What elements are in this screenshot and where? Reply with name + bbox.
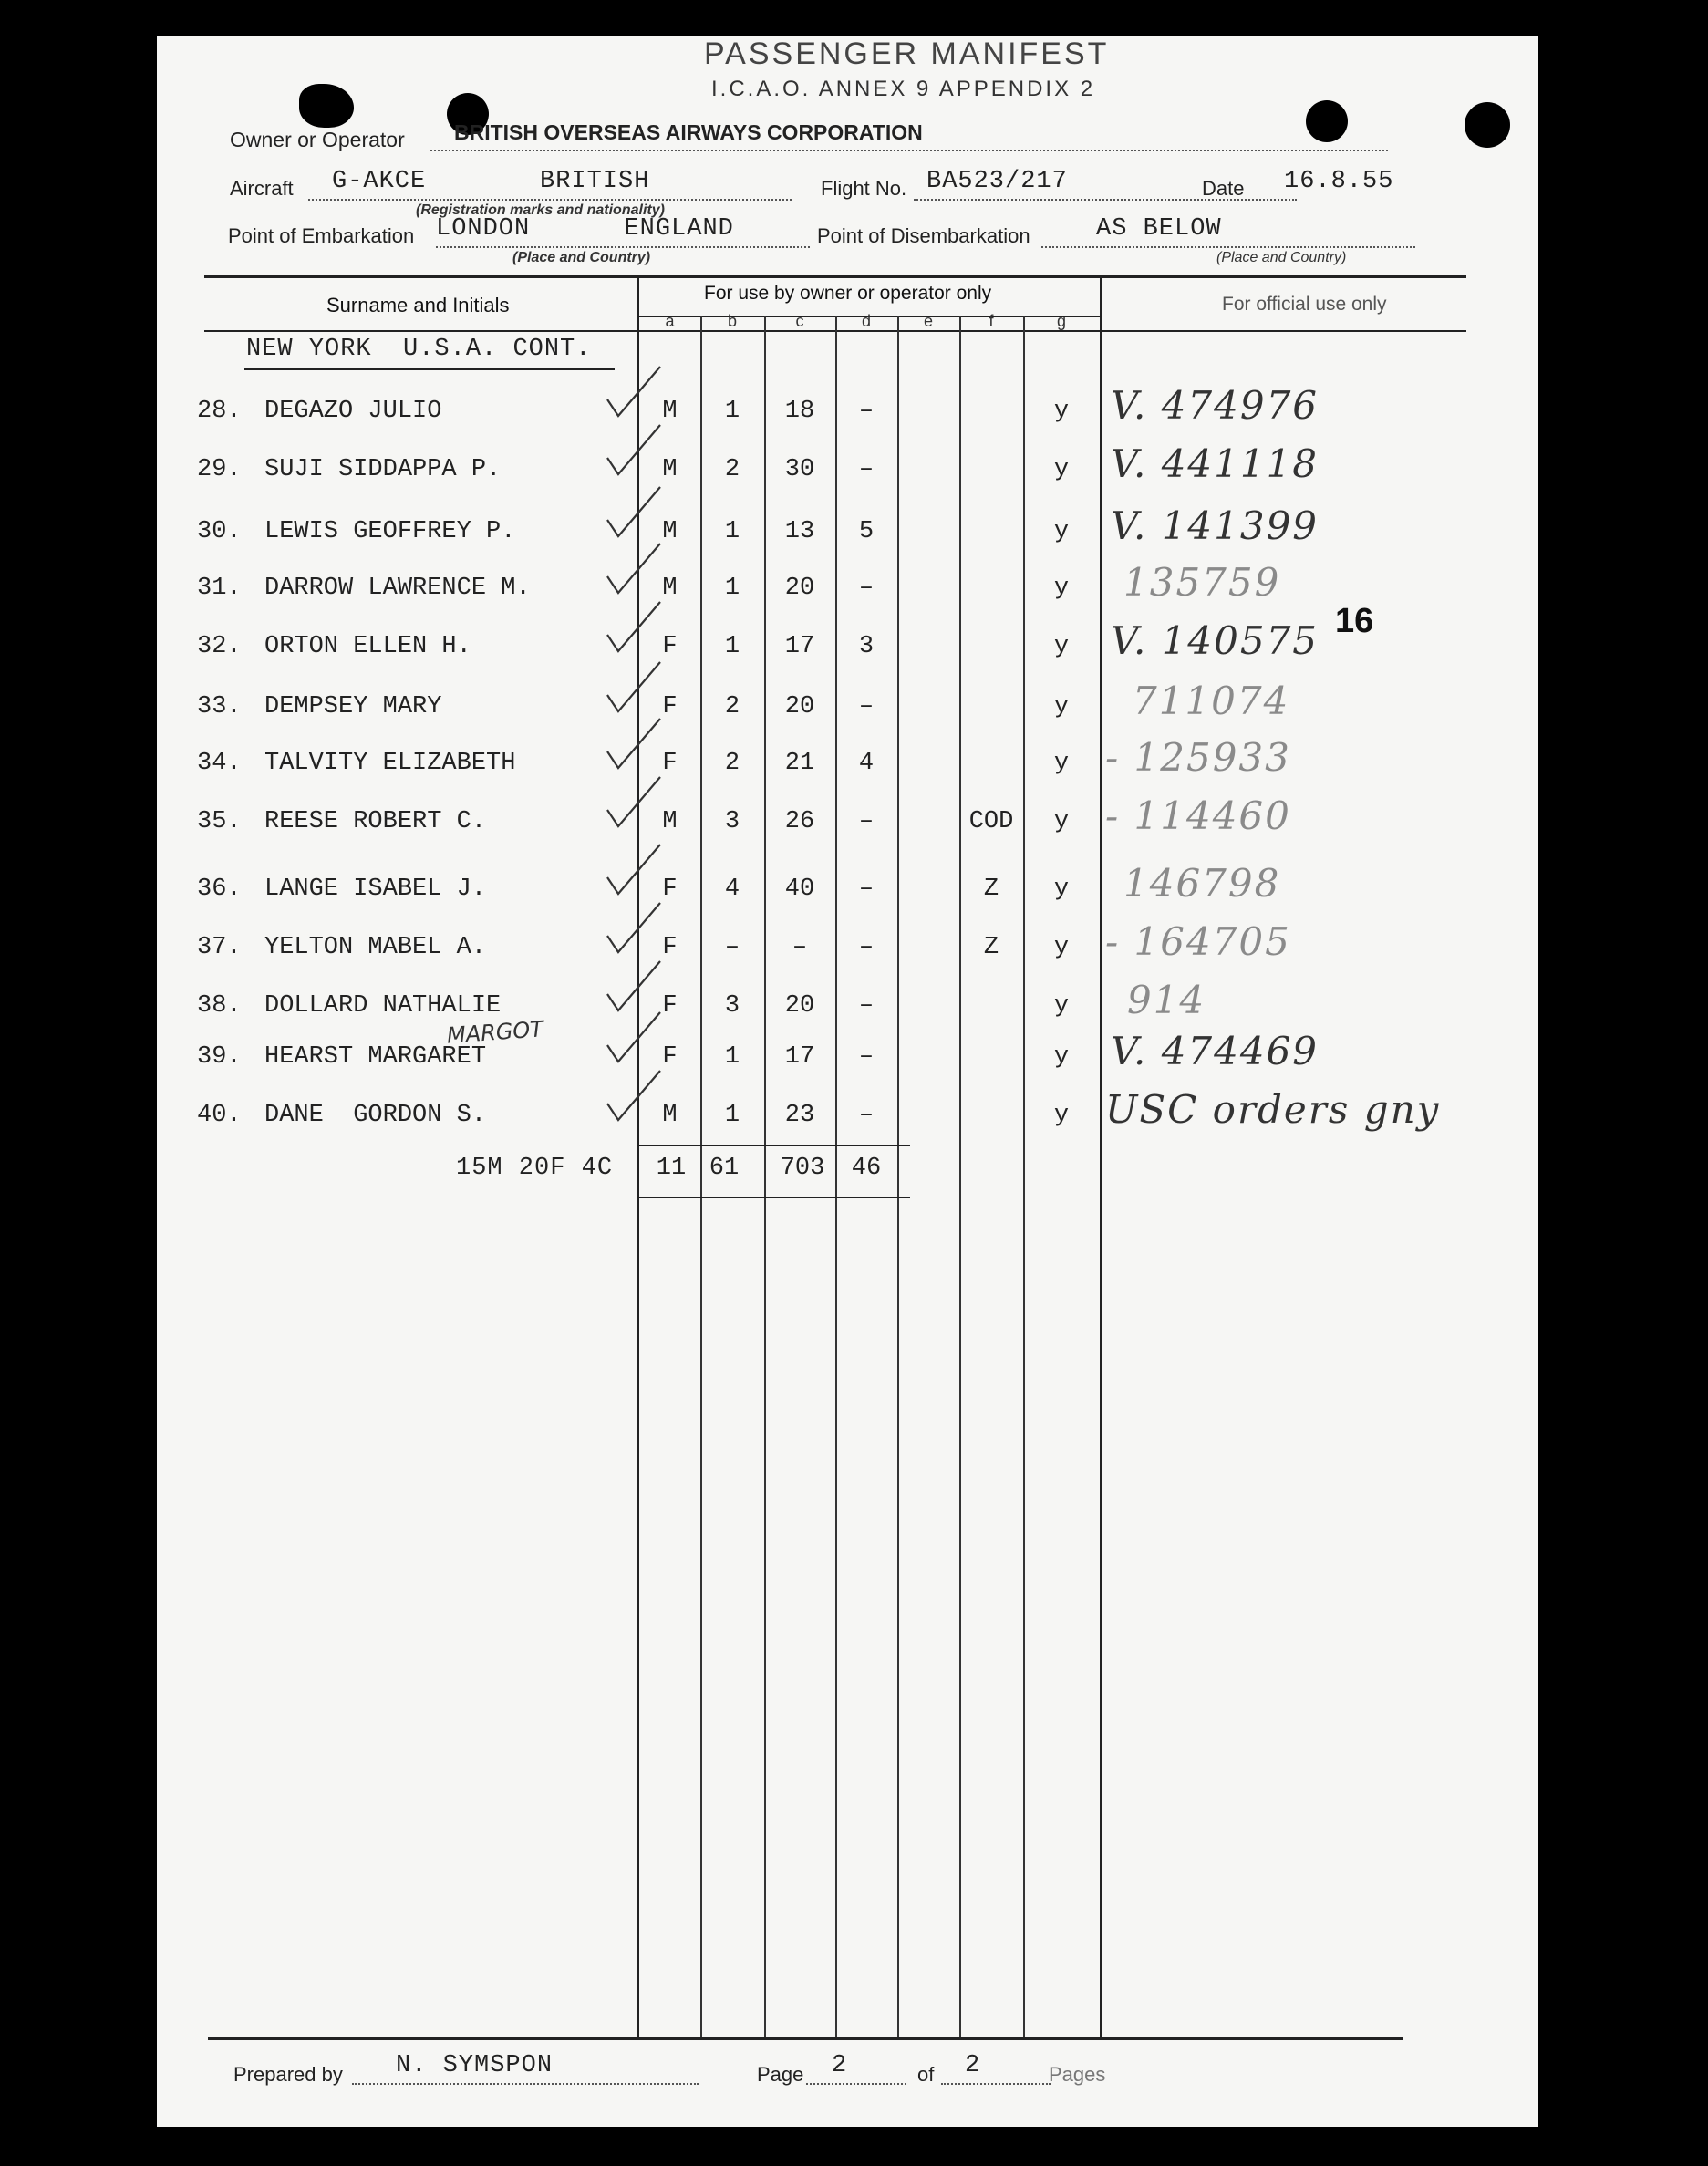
cell-g: y <box>1053 934 1070 961</box>
cell-g: y <box>1053 808 1070 835</box>
of-dotline <box>941 2083 1051 2085</box>
passenger-name: YELTON MABEL A. <box>264 934 487 961</box>
cell-g: y <box>1053 518 1070 545</box>
official-use-entry: V. 141399 <box>1111 503 1320 548</box>
official-use-entry: V. 140575 <box>1111 618 1320 663</box>
cell-c: – <box>792 934 808 961</box>
official-use-entry: V. 474976 <box>1111 383 1320 428</box>
cell-sex: F <box>662 1043 678 1071</box>
passenger-name: LEWIS GEOFFREY P. <box>264 518 516 545</box>
row-number: 29. <box>197 456 242 483</box>
cell-sex: M <box>662 1102 678 1129</box>
check-mark <box>602 657 666 720</box>
check-mark <box>602 596 666 660</box>
passenger-name: REESE ROBERT C. <box>264 808 487 835</box>
cell-b: 1 <box>724 1043 740 1071</box>
cell-c: 17 <box>784 633 815 660</box>
check-mark <box>602 839 666 903</box>
owner-value: BRITISH OVERSEAS AIRWAYS CORPORATION <box>454 120 923 144</box>
cell-sex: F <box>662 750 678 777</box>
totals-top-rule <box>637 1145 910 1146</box>
cell-f: Z <box>983 876 999 903</box>
cell-d: – <box>858 398 875 425</box>
cell-sex: F <box>662 992 678 1020</box>
row-number: 31. <box>197 575 242 602</box>
cell-g: y <box>1053 575 1070 602</box>
cell-c: 18 <box>784 398 815 425</box>
cell-b: 1 <box>724 575 740 602</box>
cell-b: 2 <box>724 750 740 777</box>
disembark-dotline <box>1041 246 1415 248</box>
date-value: 16.8.55 <box>1284 168 1394 195</box>
cell-g: y <box>1053 693 1070 720</box>
cell-b: 3 <box>724 992 740 1020</box>
ink-blot <box>299 84 354 128</box>
aircraft-dotline <box>308 199 792 201</box>
check-mark <box>602 713 666 777</box>
manifest-subtitle: I.C.A.O. ANNEX 9 APPENDIX 2 <box>711 77 1096 101</box>
flight-label: Flight No. <box>821 177 907 200</box>
prepared-dotline <box>352 2083 699 2085</box>
passenger-name: DEGAZO JULIO <box>264 398 442 425</box>
stamp-number: 16 <box>1335 602 1374 640</box>
cell-d: 5 <box>858 518 875 545</box>
prepared-value: N. SYMSPON <box>396 2052 554 2079</box>
cell-d: – <box>858 808 875 835</box>
disembark-value: AS BELOW <box>1096 215 1222 243</box>
cell-d: – <box>858 456 875 483</box>
check-mark <box>602 420 666 483</box>
disembark-label: Point of Disembarkation <box>817 224 1030 247</box>
cell-c: 20 <box>784 693 815 720</box>
cell-d: – <box>858 575 875 602</box>
page-value: 2 <box>832 2052 848 2079</box>
cell-g: y <box>1053 750 1070 777</box>
cell-g: y <box>1053 633 1070 660</box>
embark-label: Point of Embarkation <box>228 224 415 247</box>
aircraft-registration: G-AKCE <box>332 168 427 195</box>
footer-rule <box>208 2037 1403 2040</box>
owner-use-header: For use by owner or operator only <box>704 283 992 304</box>
row-number: 35. <box>197 808 242 835</box>
official-use-entry: V. 441118 <box>1111 441 1320 486</box>
date-label: Date <box>1202 177 1245 200</box>
cell-d: 4 <box>858 750 875 777</box>
totals-label: 15M 20F 4C <box>456 1155 614 1182</box>
section-heading: NEW YORK U.S.A. CONT. <box>246 336 592 363</box>
passenger-name: DOLLARD NATHALIE <box>264 992 502 1020</box>
check-mark <box>602 772 666 835</box>
cell-c: 40 <box>784 876 815 903</box>
row-number: 32. <box>197 633 242 660</box>
cell-d: – <box>858 992 875 1020</box>
cell-sex: M <box>662 398 678 425</box>
cell-c: 13 <box>784 518 815 545</box>
cell-c: 23 <box>784 1102 815 1129</box>
cell-b: 3 <box>724 808 740 835</box>
column-header-f: f <box>989 312 994 330</box>
passenger-name: DANE GORDON S. <box>264 1102 487 1129</box>
official-use-entry: USC orders gny <box>1105 1087 1441 1132</box>
passenger-name: DEMPSEY MARY <box>264 693 442 720</box>
disembark-note: (Place and Country) <box>1216 250 1347 265</box>
cell-b: 1 <box>724 633 740 660</box>
manifest-sheet <box>157 36 1538 2127</box>
cell-d: – <box>858 934 875 961</box>
cell-c: 30 <box>784 456 815 483</box>
cell-sex: F <box>662 934 678 961</box>
check-mark <box>602 482 666 545</box>
official-use-entry: - 114460 <box>1105 793 1291 838</box>
official-use-entry: 711074 <box>1133 679 1290 723</box>
passenger-name: LANGE ISABEL J. <box>264 876 487 903</box>
col-divider-official <box>1100 275 1102 2039</box>
cell-g: y <box>1053 1043 1070 1071</box>
official-use-entry: - 125933 <box>1105 735 1291 780</box>
cell-g: y <box>1053 398 1070 425</box>
passenger-name: TALVITY ELIZABETH <box>264 750 516 777</box>
cell-g: y <box>1053 456 1070 483</box>
row-number: 39. <box>197 1043 242 1071</box>
column-header-c: c <box>795 312 804 330</box>
prepared-label: Prepared by <box>233 2063 343 2086</box>
row-number: 30. <box>197 518 242 545</box>
section-underline <box>244 368 615 370</box>
punch-hole-edge <box>1465 102 1510 148</box>
of-label: of <box>917 2063 935 2086</box>
official-use-entry: 146798 <box>1123 861 1281 906</box>
row-number: 38. <box>197 992 242 1020</box>
total-c: 703 <box>780 1155 825 1182</box>
surname-header: Surname and Initials <box>326 294 510 316</box>
margot-note: MARGOT <box>446 1016 544 1049</box>
check-mark <box>602 538 666 602</box>
row-number: 36. <box>197 876 242 903</box>
table-top-rule <box>204 275 1466 278</box>
total-b: 61 <box>709 1155 740 1182</box>
cell-c: 21 <box>784 750 815 777</box>
page-dotline <box>806 2083 906 2085</box>
official-use-entry: - 164705 <box>1105 919 1291 964</box>
cell-d: – <box>858 876 875 903</box>
total-d: 46 <box>851 1155 882 1182</box>
totals-bottom-rule <box>637 1197 910 1198</box>
cell-b: 4 <box>724 876 740 903</box>
row-number: 33. <box>197 693 242 720</box>
passenger-name: DARROW LAWRENCE M. <box>264 575 531 602</box>
cell-c: 26 <box>784 808 815 835</box>
check-mark <box>602 361 666 425</box>
cell-c: 20 <box>784 992 815 1020</box>
cell-g: y <box>1053 992 1070 1020</box>
cell-sex: M <box>662 456 678 483</box>
column-header-g: g <box>1056 312 1066 330</box>
row-number: 40. <box>197 1102 242 1129</box>
manifest-title: PASSENGER MANIFEST <box>704 36 1110 71</box>
embark-note: (Place and Country) <box>512 250 651 265</box>
embark-dotline <box>436 246 810 248</box>
total-a: 11 <box>656 1155 687 1182</box>
cell-b: 1 <box>724 398 740 425</box>
cell-d: 3 <box>858 633 875 660</box>
of-value: 2 <box>965 2052 981 2079</box>
passenger-name: HEARST MARGARET <box>264 1043 487 1071</box>
official-use-header: For official use only <box>1222 294 1387 315</box>
cell-sex: M <box>662 808 678 835</box>
cell-c: 17 <box>784 1043 815 1071</box>
check-mark <box>602 897 666 961</box>
cell-b: 2 <box>724 456 740 483</box>
cell-d: – <box>858 693 875 720</box>
check-mark <box>602 1065 666 1129</box>
cell-g: y <box>1053 876 1070 903</box>
check-mark <box>602 1007 666 1071</box>
cell-f: COD <box>968 808 1014 835</box>
row-number: 28. <box>197 398 242 425</box>
cell-f: Z <box>983 934 999 961</box>
cell-b: 2 <box>724 693 740 720</box>
column-header-d: d <box>861 312 871 330</box>
cell-b: 1 <box>724 518 740 545</box>
passenger-name: SUJI SIDDAPPA P. <box>264 456 502 483</box>
cell-sex: F <box>662 693 678 720</box>
column-header-b: b <box>727 312 737 330</box>
column-divider <box>959 316 961 2039</box>
embark-value: LONDON ENGLAND <box>436 215 734 243</box>
cell-b: – <box>724 934 740 961</box>
cell-sex: F <box>662 876 678 903</box>
official-use-entry: 914 <box>1127 978 1206 1022</box>
column-header-a: a <box>665 312 675 330</box>
cell-g: y <box>1053 1102 1070 1129</box>
official-use-entry: V. 474469 <box>1111 1029 1320 1073</box>
row-number: 34. <box>197 750 242 777</box>
registration-note: (Registration marks and nationality) <box>416 202 665 218</box>
cell-sex: M <box>662 518 678 545</box>
owner-dotline <box>430 150 1388 151</box>
cell-sex: M <box>662 575 678 602</box>
cell-d: – <box>858 1043 875 1071</box>
aircraft-label: Aircraft <box>230 177 294 200</box>
column-divider <box>897 316 899 2039</box>
aircraft-nationality: BRITISH <box>540 168 650 195</box>
cell-b: 1 <box>724 1102 740 1129</box>
owner-label: Owner or Operator <box>230 128 405 151</box>
passenger-name: ORTON ELLEN H. <box>264 633 471 660</box>
official-use-entry: 135759 <box>1123 560 1281 605</box>
flight-number: BA523/217 <box>926 168 1068 195</box>
column-header-e: e <box>923 312 933 330</box>
page-label: Page <box>757 2063 804 2086</box>
row-number: 37. <box>197 934 242 961</box>
cell-c: 20 <box>784 575 815 602</box>
cell-sex: F <box>662 633 678 660</box>
cell-d: – <box>858 1102 875 1129</box>
pages-label: Pages <box>1049 2063 1106 2086</box>
punch-hole-right <box>1306 100 1348 142</box>
